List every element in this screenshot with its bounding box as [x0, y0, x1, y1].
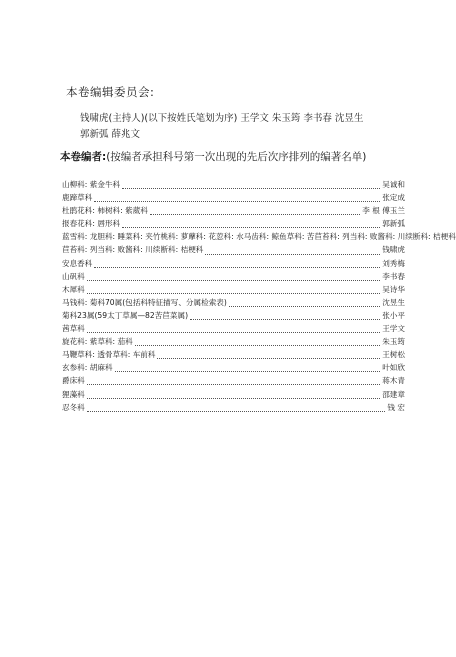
leader-dots	[205, 246, 380, 255]
editor-name: 钱啸虎	[382, 245, 405, 255]
family-list: 山柳科: 紫金牛科	[62, 180, 121, 189]
editor-name: 吴诚和	[382, 180, 405, 189]
editor-name: 张定成	[382, 193, 405, 203]
editors-heading	[60, 149, 440, 164]
family-list: 鹿蹄草科	[62, 193, 93, 203]
leader-dots	[229, 298, 380, 307]
editor-row	[62, 388, 405, 401]
editor-name: 朱玉筠	[382, 337, 405, 347]
family-list: 茜草科	[62, 324, 85, 334]
editor-name: 王学文	[382, 324, 405, 334]
family-list: 山矾科	[62, 271, 85, 281]
leader-dots	[87, 403, 386, 412]
leader-dots	[115, 363, 381, 372]
editor-name: 李 根 傅玉兰	[362, 206, 405, 216]
editor-row	[62, 217, 405, 230]
editor-row	[62, 283, 405, 296]
editor-row	[62, 178, 405, 191]
editor-row	[62, 322, 405, 335]
leader-dots	[87, 285, 380, 294]
editor-name: 钱 宏	[387, 402, 405, 412]
editor-row	[62, 191, 405, 204]
leader-dots	[150, 206, 360, 215]
family-list: 报春花科: 唇形科	[62, 219, 121, 229]
editors-label: 本卷编者:	[60, 151, 107, 163]
family-list: 木犀科	[62, 284, 85, 294]
editor-name: 王树松	[382, 350, 405, 360]
leader-dots	[190, 311, 380, 320]
editors-note: (按编者承担科号第一次出现的先后次序排列的编著名单)	[106, 151, 367, 163]
editor-name: 叶如欣	[382, 363, 405, 373]
editor-row	[62, 243, 405, 256]
family-list: 忍冬科	[62, 402, 85, 412]
family-list: 马鞭草科: 透骨草科: 车前科	[62, 350, 156, 360]
editor-name: 李书春	[382, 271, 405, 281]
committee-line-2: 郭新弧 薛兆文	[80, 129, 141, 140]
leader-dots	[87, 272, 380, 281]
family-list: 狸藻科	[62, 389, 85, 399]
family-list: 杜鹃花科: 柿树科: 紫葳科	[62, 206, 148, 216]
editor-list	[62, 178, 456, 414]
leader-dots	[122, 219, 380, 228]
family-list: 苣苔科: 列当科: 败酱科: 川续断科: 桔梗科	[62, 245, 204, 255]
editor-row	[62, 348, 405, 361]
editor-row	[62, 374, 405, 387]
editor-name: 蒋木青	[382, 376, 405, 386]
leader-dots	[87, 376, 380, 385]
editor-row	[62, 361, 405, 374]
leader-dots	[94, 193, 380, 202]
leader-dots	[87, 390, 380, 399]
editor-name: 刘秀梅	[382, 258, 405, 268]
editor-row	[62, 257, 405, 270]
editor-row	[62, 296, 405, 309]
leader-dots	[87, 324, 380, 333]
family-list: 玄参科: 胡麻科	[62, 363, 113, 373]
leader-dots	[122, 180, 380, 189]
leader-dots	[94, 259, 380, 268]
editor-name: 邵建章	[382, 389, 405, 399]
editor-name: 沈昱生	[382, 297, 405, 307]
family-list: 马钱科: 菊科70属(包括科特征描写、分属检索表)	[62, 297, 227, 307]
committee-members	[80, 111, 400, 143]
leader-dots	[157, 350, 380, 359]
family-list: 安息香科	[62, 258, 93, 268]
family-list: 旋花科: 紫草科: 茄科	[62, 337, 133, 347]
family-list: 蓝雪科: 龙胆科: 睡菜科: 夹竹桃科: 萝藦科: 花荵科: 水马齿科: 鲸鱼草科: 苦苣苔科: 列当科: 败酱科: 川续断科: 桔梗科	[62, 232, 456, 242]
editor-row	[62, 335, 405, 348]
committee-heading: 本卷编辑委员会:	[66, 85, 155, 99]
editor-row	[62, 401, 405, 414]
editor-row	[62, 309, 405, 322]
editor-row	[62, 230, 456, 243]
editor-row	[62, 270, 405, 283]
family-list: 爵床科	[62, 376, 85, 386]
editor-name: 郭新弧	[382, 219, 405, 229]
family-list: 菊科23属(59太丁草属—82苦苣菜属)	[62, 310, 189, 320]
editor-name: 张小平	[382, 310, 405, 320]
editor-name: 吴诗华	[382, 284, 405, 294]
leader-dots	[135, 337, 381, 346]
editor-row	[62, 204, 405, 217]
committee-line-1: 钱啸虎(主持人)(以下按姓氏笔划为序) 王学文 朱玉筠 李书春 沈昱生	[80, 113, 364, 124]
